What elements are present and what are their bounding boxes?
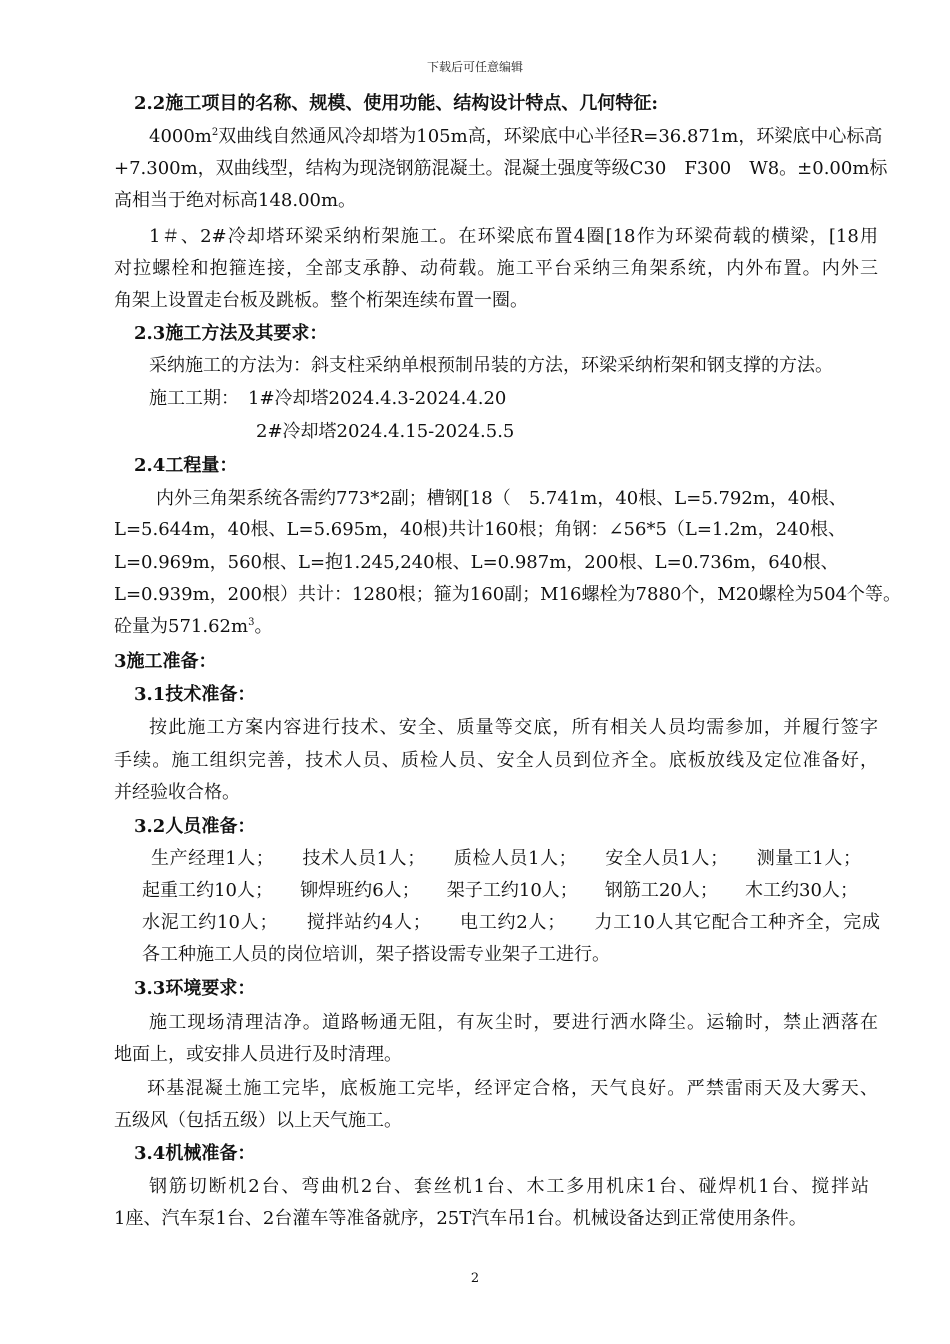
section-3-1-heading: 3.1技术准备： — [134, 684, 256, 705]
s22-p1-text: 双曲线自然通风冷却塔为105m高，环梁底中心半径R=36.871m，环梁底中心标高 — [218, 126, 883, 147]
s33-line4: 五级风（包括五级）以上天气施工。 — [114, 1110, 402, 1131]
s33-line3: 环基混凝土施工完毕，底板施工完毕，经评定合格，天气良好。严禁雷雨天及大雾天、 — [147, 1078, 878, 1099]
s31-line3: 并经验收合格。 — [114, 782, 240, 803]
s24-line5 — [114, 616, 272, 638]
section-2-3-heading: 2.3施工方法及其要求： — [134, 323, 328, 344]
s32-line2: 起重工约10人； 铆焊班约6人； 架子工约10人； 钢筋工20人； 木工约30人； — [142, 880, 858, 901]
s24-superscript: 3 — [248, 617, 255, 628]
s24-line1: 内外三角架系统各需约773*2副；槽钢[18（ 5.741m，40根、L=5.792m，40根、 — [156, 488, 847, 509]
s24-line5-end: 。 — [254, 616, 273, 637]
s32-line3: 水泥工约10人； 搅拌站约4人； 电工约2人； 力工10人其它配合工种齐全，完成 — [142, 912, 880, 933]
s33-line2: 地面上，或安排人员进行及时清理。 — [114, 1044, 402, 1065]
s22-p2-line1: 1＃、2#冷却塔环梁采纳桁架施工。在环梁底布置4圈[18作为环梁荷载的横梁，[18用 — [149, 226, 878, 247]
s23-line1: 采纳施工的方法为：斜支柱采纳单根预制吊装的方法，环梁采纳桁架和钢支撑的方法。 — [149, 355, 833, 376]
s24-concrete-volume: 砼量为571.62m — [114, 616, 249, 637]
s22-p1-line1 — [149, 126, 882, 148]
s34-line1: 钢筋切断机2台、弯曲机2台、套丝机1台、木工多用机床1台、碰焊机1台、搅拌站 — [149, 1176, 869, 1197]
s22-p2-line3: 角架上设置走台板及跳板。整个桁架连续布置一圈。 — [114, 290, 528, 311]
s32-line4: 各工种施工人员的岗位培训，架子搭设需专业架子工进行。 — [142, 944, 610, 965]
s34-line2: 1座、汽车泵1台、2台灌车等准备就序，25T汽车吊1台。机械设备达到正常使用条件。 — [114, 1208, 807, 1229]
section-3-3-heading: 3.3环境要求： — [134, 978, 256, 999]
s24-line4: L=0.939m，200根）共计：1280根；箍为160副；M16螺栓为7880个，M20螺栓为504个等。 — [114, 584, 901, 605]
section-3-heading: 3施工准备： — [114, 651, 217, 672]
section-3-4-heading: 3.4机械准备： — [134, 1143, 256, 1164]
s22-p1-area: 4000m — [149, 126, 212, 147]
s31-line2: 手续。施工组织完善，技术人员、质检人员、安全人员到位齐全。底板放线及定位准备好， — [114, 750, 878, 771]
s23-line3: 2#冷却塔2024.4.15-2024.5.5 — [256, 421, 515, 442]
s22-p1-superscript: 2 — [211, 127, 219, 138]
s22-p1-line3: 高相当于绝对标高148.00m。 — [114, 190, 357, 211]
s33-line1: 施工现场清理洁净。道路畅通无阻，有灰尘时，要进行洒水降尘。运输时，禁止洒落在 — [149, 1012, 878, 1033]
page-number: 2 — [470, 1271, 480, 1286]
s31-line1: 按此施工方案内容进行技术、安全、质量等交底，所有相关人员均需参加，并履行签字 — [149, 717, 878, 738]
s32-line1: 生产经理1人； 技术人员1人； 质检人员1人； 安全人员1人； 测量工1人； — [151, 848, 861, 869]
section-2-2-heading: 2.2施工项目的名称、规模、使用功能、结构设计特点、几何特征: — [134, 93, 658, 114]
s23-line2: 施工工期： 1#冷却塔2024.4.3-2024.4.20 — [149, 388, 507, 409]
section-2-4-heading: 2.4工程量： — [134, 455, 238, 476]
s22-p1-line2: +7.300m，双曲线型，结构为现浇钢筋混凝土。混凝土强度等级C30 F300 W8。±0.00m标 — [114, 158, 888, 179]
s24-line3: L=0.969m，560根、L=抱1.245,240根、L=0.987m，200根、L=0.736m，640根、 — [114, 552, 839, 573]
page-header: 下载后可任意编辑 — [426, 60, 523, 74]
s24-line2: L=5.644m，40根、L=5.695m，40根)共计160根；角钢：∠56*5（L=1.2m，240根、 — [114, 519, 846, 540]
s22-p2-line2: 对拉螺栓和抱箍连接，全部支承静、动荷载。施工平台采纳三角架系统，内外布置。内外三 — [114, 258, 878, 279]
section-3-2-heading: 3.2人员准备： — [134, 816, 256, 837]
